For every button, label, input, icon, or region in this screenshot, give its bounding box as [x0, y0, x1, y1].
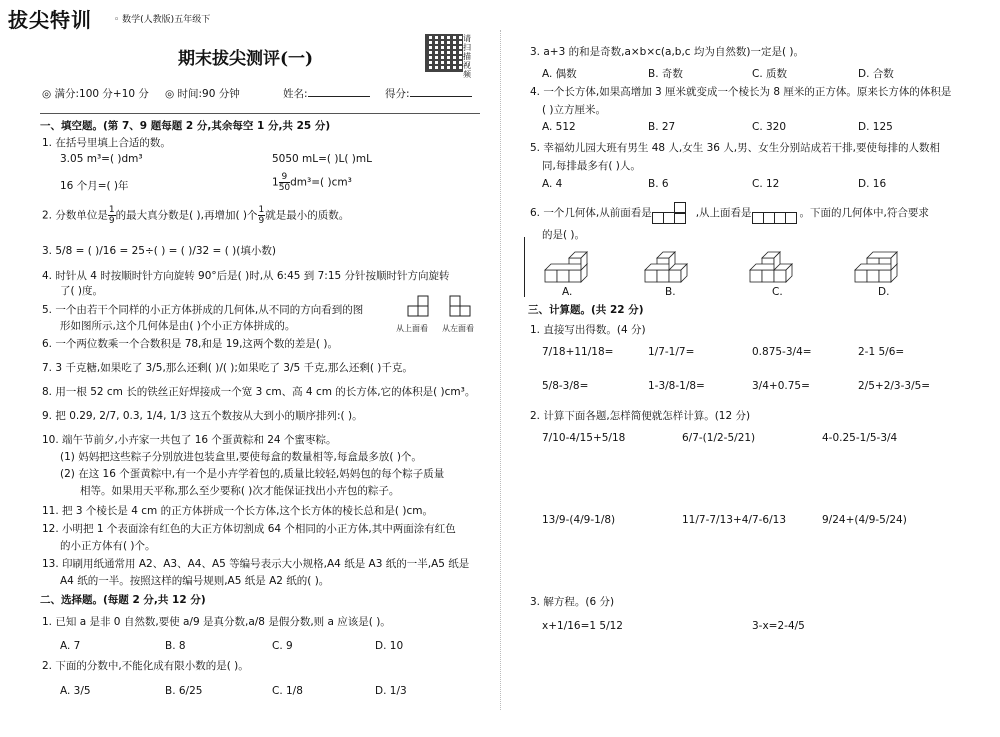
s1-q1c: 16 个月=( )年	[60, 180, 129, 192]
q2-mid: 的最大真分数是( ),再增加( )个	[115, 209, 258, 222]
qr-code-icon[interactable]	[425, 34, 463, 72]
q6-options-figure	[535, 245, 965, 290]
s3-q3: 3. 解方程。(6 分)	[530, 596, 615, 608]
header-divider	[40, 113, 480, 114]
s1-q1d	[272, 172, 352, 193]
s2-q4-opt-a[interactable]: A. 512	[542, 121, 576, 133]
section1-title: 一、填空题。(第 7、9 题每题 2 分,其余每空 1 分,共 25 分)	[40, 120, 331, 132]
qr-label: 请扫描视频	[463, 34, 471, 79]
s2-q5-opt-c[interactable]: C. 12	[752, 178, 780, 190]
s2-q4a: 4. 一个长方体,如果高增加 3 厘米就变成一个棱长为 8 厘米的正方体。原来长方体的体积是	[530, 86, 952, 98]
s3-q2-item2: 6/7-(1/2-5/21)	[682, 432, 756, 444]
name-field[interactable]	[283, 86, 370, 101]
q6-mid: ,从上面看是	[695, 207, 752, 219]
book-subtitle: ◦ 数学(人教版)五年级下	[114, 15, 211, 25]
s2-q2-opt-a[interactable]: A. 3/5	[60, 685, 91, 697]
q5-top-caption: 从上面看	[396, 324, 428, 333]
q2-num2: 1	[258, 205, 265, 215]
s2-q3-opt-b[interactable]: B. 奇数	[648, 68, 683, 80]
s1-q7: 7. 3 千克糖,如果吃了 3/5,那么还剩( )/( );如果吃了 3/5 千克,那么还剩( )千克。	[42, 362, 413, 374]
page-title: 期末拔尖测评(一)	[178, 49, 314, 69]
q1d-num: 9	[279, 172, 290, 183]
s1-q2	[42, 205, 349, 226]
s3-q2: 2. 计算下面各题,怎样简便就怎样计算。(12 分)	[530, 410, 751, 422]
s1-q4b: 了( )度。	[60, 285, 104, 297]
s3-q3-item2: 3-x=2-4/5	[752, 620, 805, 632]
s1-q1b: 5050 mL=( )L( )mL	[272, 153, 372, 165]
s1-q12b: 的小正方体有( )个。	[60, 540, 156, 552]
s2-q2-opt-b[interactable]: B. 6/25	[165, 685, 203, 697]
s1-q11: 11. 把 3 个棱长是 4 cm 的正方体拼成一个长方体,这个长方体的棱长总和是( )cm。	[42, 505, 433, 517]
s2-q6b: 的是( )。	[542, 229, 586, 241]
q5-left-caption: 从左面看	[442, 324, 474, 333]
s1-q4a: 4. 时针从 4 时按顺时针方向旋转 90°后是( )时,从 6:45 到 7:15 分针按顺时针方向旋转	[42, 270, 450, 282]
s2-q4-opt-c[interactable]: C. 320	[752, 121, 787, 133]
s2-q6a	[530, 202, 929, 224]
s2-q5a: 5. 幸福幼儿园大班有男生 48 人,女生 36 人,男、女生分别站成若干排,要使每排的人数相	[530, 142, 940, 154]
s3-q2-item6: 9/24+(4/9-5/24)	[822, 514, 907, 526]
q6-post: 。下面的几何体中,符合要求	[799, 207, 929, 219]
s2-q1-opt-d[interactable]: D. 10	[375, 640, 404, 652]
s3-q1-item3: 0.875-3/4=	[752, 346, 812, 358]
q6-pre: 6. 一个几何体,从前面看是	[530, 207, 652, 219]
s3-q2-item3: 4-0.25-1/5-3/4	[822, 432, 898, 444]
s1-q12a: 12. 小明把 1 个表面涂有红色的大正方体切割成 64 个相同的小正方体,其中两面涂有红色	[42, 523, 456, 535]
s2-q2-opt-d[interactable]: D. 1/3	[375, 685, 407, 697]
s3-q1-item1: 7/18+11/18=	[542, 346, 614, 358]
s2-q4b: ( )立方厘米。	[542, 104, 607, 116]
s3-q1-item8: 2/5+2/3-3/5=	[858, 380, 931, 392]
s3-q2-item4: 13/9-(4/9-1/8)	[542, 514, 616, 526]
s2-q5-opt-a[interactable]: A. 4	[542, 178, 563, 190]
section3-title: 三、计算题。(共 22 分)	[528, 304, 644, 316]
q6-opt-d[interactable]: D.	[878, 286, 890, 298]
s1-q1a: 3.05 m³=( )dm³	[60, 153, 143, 165]
s3-q1: 1. 直接写出得数。(4 分)	[530, 324, 646, 336]
s1-q9: 9. 把 0.29, 2/7, 0.3, 1/4, 1/3 这五个数按从大到小的顺序排列:( )。	[42, 410, 363, 422]
s1-q13b: A4 纸的一半。按照这样的编号规则,A5 纸是 A2 纸的( )。	[60, 575, 330, 587]
q6-opt-b[interactable]: B.	[665, 286, 676, 298]
s1-q1: 1. 在括号里填上合适的数。	[42, 137, 171, 149]
s2-q3-opt-c[interactable]: C. 质数	[752, 68, 788, 80]
s2-q5-opt-b[interactable]: B. 6	[648, 178, 669, 190]
s1-q5b: 形如图所示,这个几何体是由( )个小正方体拼成的。	[60, 320, 296, 332]
s2-q2: 2. 下面的分数中,不能化成有限小数的是( )。	[42, 660, 249, 672]
s3-q1-item7: 3/4+0.75=	[752, 380, 810, 392]
s2-q4-opt-d[interactable]: D. 125	[858, 121, 893, 133]
s3-q2-item5: 11/7-7/13+4/7-6/13	[682, 514, 787, 526]
q2-end: 就是最小的质数。	[265, 209, 350, 222]
q2-pre: 2. 分数单位是	[42, 209, 108, 222]
s2-q1-opt-a[interactable]: A. 7	[60, 640, 81, 652]
score-field[interactable]	[385, 86, 472, 101]
q6-opt-a[interactable]: A.	[562, 286, 573, 298]
q1d-den: 50	[278, 183, 291, 193]
s2-q2-opt-c[interactable]: C. 1/8	[272, 685, 303, 697]
s2-q5b: 同,每排最多有( )人。	[542, 160, 641, 172]
name-label: 姓名:	[283, 88, 308, 100]
q6-options-bracket	[524, 237, 530, 297]
q2-frac1	[108, 205, 116, 226]
s2-q3: 3. a+3 的和是奇数,a×b×c(a,b,c 均为自然数)一定是( )。	[530, 46, 805, 58]
s1-q13a: 13. 印刷用纸通常用 A2、A3、A4、A5 等编号表示大小规格,A4 纸是 A3 纸的一半,A5 纸是	[42, 558, 470, 570]
s2-q1: 1. 已知 a 是非 0 自然数,要使 a/9 是真分数,a/8 是假分数,则 a 应该是( )。	[42, 616, 391, 628]
q1d-whole: 1	[272, 176, 279, 189]
q6-top-view-figure	[752, 202, 800, 224]
s2-q3-opt-d[interactable]: D. 合数	[858, 68, 894, 80]
s1-q10a: (1) 妈妈把这些粽子分别放进包装盒里,要使每盒的数量相等,每盒最多放( )个。	[60, 451, 422, 463]
s3-q3-item1: x+1/16=1 5/12	[542, 620, 623, 632]
s3-q1-item2: 1/7-1/7=	[648, 346, 695, 358]
s3-q1-item5: 5/8-3/8=	[542, 380, 589, 392]
page-fold-line	[500, 30, 501, 710]
s3-q1-item4: 2-1 5/6=	[858, 346, 905, 358]
s2-q1-opt-b[interactable]: B. 8	[165, 640, 186, 652]
s1-q10: 10. 端午节前夕,小卉家一共包了 16 个蛋黄粽和 24 个蜜枣粽。	[42, 434, 337, 446]
s1-q3: 3. 5/8 = ( )/16 = 25÷( ) = ( )/32 = ( )(填小数)	[42, 245, 276, 257]
s2-q1-opt-c[interactable]: C. 9	[272, 640, 293, 652]
s1-q10b1: (2) 在这 16 个蛋黄粽中,有一个是小卉学着包的,质量比较轻,妈妈包的每个粽子质量	[60, 468, 445, 480]
q6-front-view-figure	[652, 202, 696, 224]
s2-q5-opt-d[interactable]: D. 16	[858, 178, 887, 190]
section2-title: 二、选择题。(每题 2 分,共 12 分)	[40, 594, 206, 606]
brand-logo: 拔尖特训	[8, 8, 92, 32]
s1-q8: 8. 用一根 52 cm 长的铁丝正好焊接成一个宽 3 cm、高 4 cm 的长方体,它的体积是( )cm³。	[42, 386, 476, 398]
full-score: ◎ 满分:100 分+10 分	[42, 88, 149, 100]
s1-q5a: 5. 一个由若干个同样的小正方体拼成的几何体,从不同的方向看到的图	[42, 304, 364, 316]
q1d-rest: dm³=( )cm³	[290, 176, 352, 189]
s1-q6: 6. 一个两位数乘一个合数积是 78,和是 19,这两个数的差是( )。	[42, 338, 338, 350]
s3-q2-item1: 7/10-4/15+5/18	[542, 432, 626, 444]
score-label: 得分:	[385, 88, 410, 100]
q6-opt-c[interactable]: C.	[772, 286, 783, 298]
q2-den: 9	[108, 216, 115, 226]
s2-q4-opt-b[interactable]: B. 27	[648, 121, 676, 133]
s1-q10b2: 相等。如果用天平称,那么至少要称( )次才能保证找出小卉包的粽子。	[80, 485, 400, 497]
q2-den2: 9	[258, 216, 265, 226]
q2-num: 1	[108, 205, 115, 215]
time-limit: ◎ 时间:90 分钟	[165, 88, 240, 100]
s2-q3-opt-a[interactable]: A. 偶数	[542, 68, 577, 80]
s3-q1-item6: 1-3/8-1/8=	[648, 380, 705, 392]
q1d-frac	[279, 172, 290, 193]
